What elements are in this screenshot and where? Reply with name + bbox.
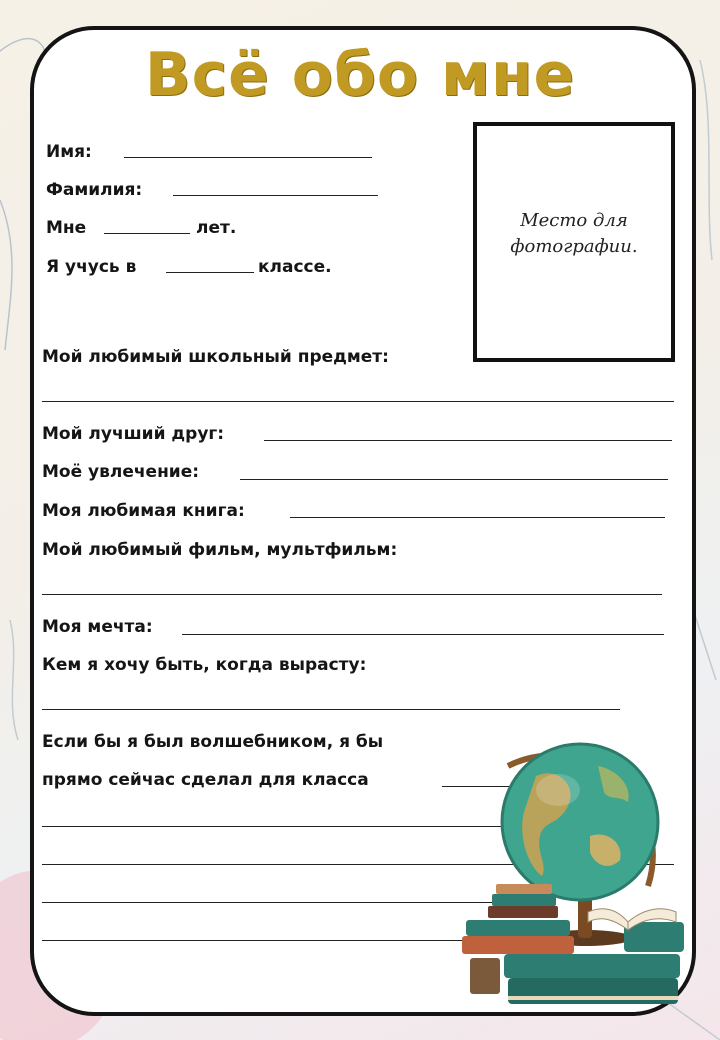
dream-line[interactable]	[182, 634, 664, 635]
future-job-line[interactable]	[42, 709, 620, 710]
page-title: Всё обо мне	[144, 40, 576, 110]
wizard-answer-line-4[interactable]	[42, 940, 462, 941]
wizard-line2-label: прямо сейчас сделал для класса	[42, 770, 369, 790]
books-icon	[462, 884, 684, 1004]
favorite-subject-line[interactable]	[42, 401, 674, 402]
age-line[interactable]	[104, 233, 190, 234]
grade-suffix-label: классе.	[258, 257, 332, 277]
photo-placeholder[interactable]	[473, 122, 675, 362]
best-friend-label: Мой лучший друг:	[42, 424, 225, 444]
hobby-label: Моё увлечение:	[42, 462, 200, 482]
wizard-line1-label: Если бы я был волшебником, я бы	[42, 732, 384, 752]
favorite-film-line[interactable]	[42, 594, 662, 595]
favorite-film-label: Мой любимый фильм, мультфильм:	[42, 540, 398, 560]
future-job-label: Кем я хочу быть, когда вырасту:	[42, 655, 367, 675]
best-friend-line[interactable]	[264, 440, 672, 441]
favorite-book-label: Моя любимая книга:	[42, 501, 245, 521]
favorite-book-line[interactable]	[290, 517, 665, 518]
surname-label: Фамилия:	[46, 180, 143, 200]
favorite-subject-label: Мой любимый школьный предмет:	[42, 347, 389, 367]
age-prefix-label: Мне	[46, 218, 87, 238]
name-label: Имя:	[46, 142, 92, 162]
age-suffix-label: лет.	[196, 218, 237, 238]
globe-and-books-illustration	[448, 726, 696, 1018]
wizard-answer-line-3[interactable]	[42, 902, 514, 903]
grade-line[interactable]	[166, 272, 254, 273]
photo-caption: Место для фотографии.	[510, 210, 638, 257]
hobby-line[interactable]	[240, 479, 668, 480]
surname-line[interactable]	[173, 195, 378, 196]
dream-label: Моя мечта:	[42, 617, 153, 637]
name-line[interactable]	[124, 157, 372, 158]
grade-prefix-label: Я учусь в	[46, 257, 137, 277]
